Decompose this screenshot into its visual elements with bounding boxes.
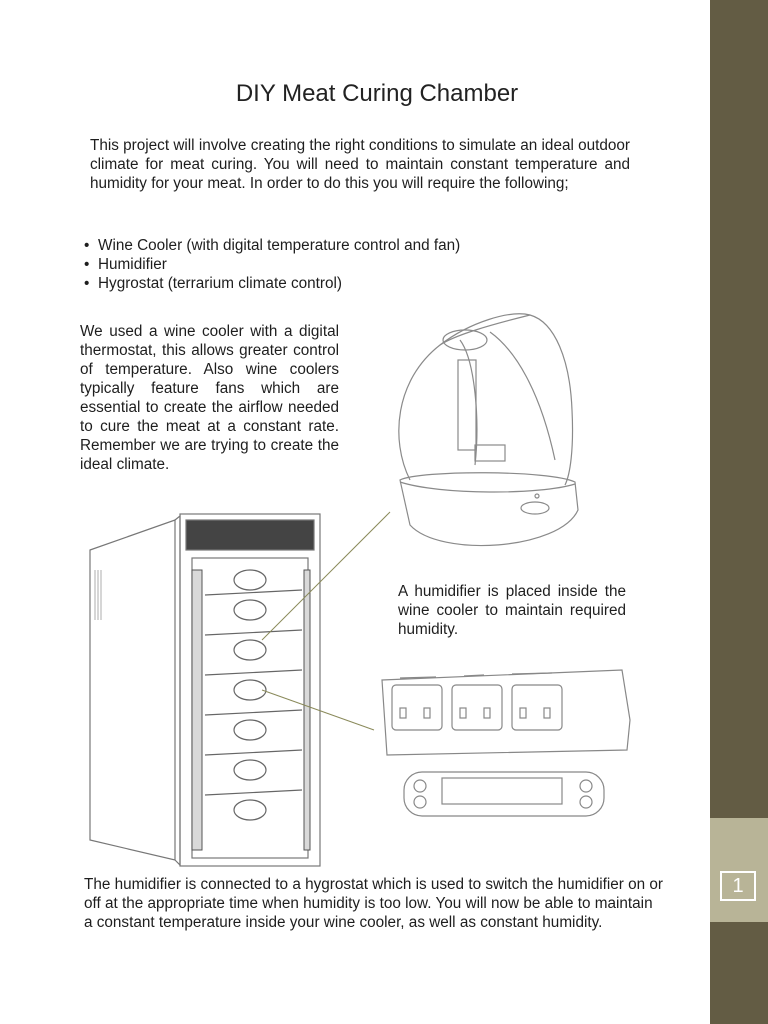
intro-paragraph: This project will involve creating the right conditions to simulate an ideal outdoor climate for meat curing. You will need to maintain constant temperature and humidity for your meat. In order to do this you will require the following; [90,137,630,192]
hygrostat-illustration [372,660,637,825]
page-number: 1 [720,871,756,901]
humidifier-caption: A humidifier is placed inside the wine cooler to maintain required humidity. [398,583,626,638]
list-item: • Wine Cooler (with digital temperature control and fan) [82,236,460,255]
list-item: • Humidifier [82,255,460,274]
wine-cooler-paragraph: We used a wine cooler with a digital thermostat, this allows greater control of temperature. Also wine coolers typically feature fans which are essential to create the airflow needed to cure the meat at a constant rate. Remember we are trying to create the ideal climate. [80,323,339,473]
hygrostat-paragraph: The humidifier is connected to a hygrostat which is used to switch the humidifier on or off at the appropriate time when humidity is too low. You will now be able to maintain a constant temperature inside your wine cooler, as well as constant humidity. [84,876,664,931]
list-item: • Hygrostat (terrarium climate control) [82,274,460,293]
page-title: DIY Meat Curing Chamber [235,80,519,107]
